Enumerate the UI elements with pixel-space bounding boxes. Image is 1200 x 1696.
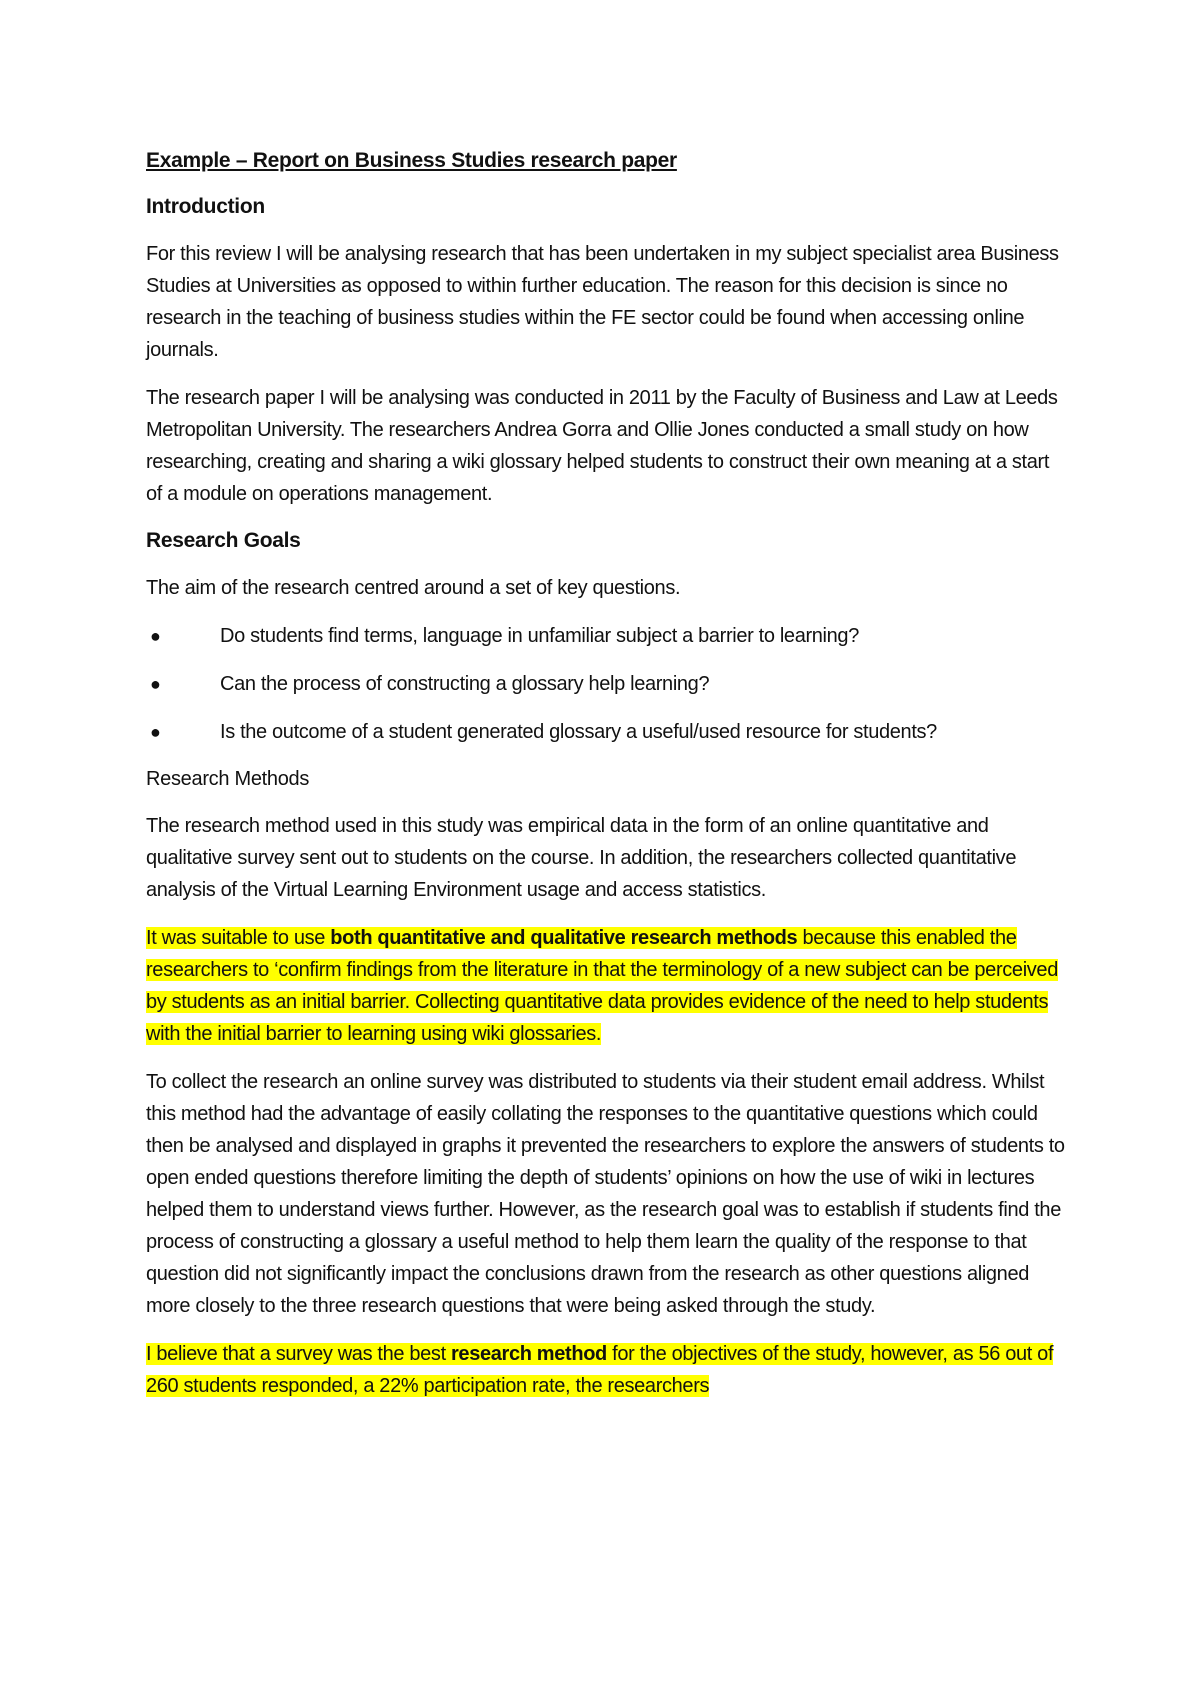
bullet-icon: ● [150,722,161,742]
introduction-heading: Introduction [146,195,265,218]
research-methods-heading: Research Methods [146,768,310,790]
document-body [146,146,1066,1418]
highlight-text: It was suitable to use [146,927,331,949]
research-questions-list [146,620,1066,748]
document-title: Example – Report on Business Studies research paper [146,149,677,172]
question-text: Can the process of constructing a glossary help learning? [220,673,710,695]
highlight-bold-text: research method [451,1343,607,1365]
list-item [146,668,1066,700]
highlighted-paragraph-2 [146,1338,1066,1402]
list-item [146,620,1066,652]
highlight-text: because this enabled the researchers to ‘confirm findings from the literature in that the terminology of a new subject can be perceived by students as an initial barrier. Collecting quantitative data provides evidence of the need to help students with the initial barrier to learning using wiki glossaries. [146,927,1058,1045]
highlight-text: for the objectives of the study, however, as 56 out of 260 students responded, a 22% participation rate, the researchers [146,1343,1054,1397]
list-item [146,716,1066,748]
highlight-bold-text: both quantitative and qualitative research methods [330,927,798,949]
bullet-icon: ● [150,674,161,694]
question-text: Do students find terms, language in unfamiliar subject a barrier to learning? [220,625,859,647]
highlighted-paragraph-1 [146,922,1066,1050]
highlight-text: I believe that a survey was the best [146,1343,451,1365]
bullet-icon: ● [150,626,161,646]
research-methods-paragraph-1: The research method used in this study was empirical data in the form of an online quantitative and qualitative survey sent out to students on the course. In addition, the researchers collected quantitative analysis of the Virtual Learning Environment usage and access statistics. [146,815,1017,901]
research-goals-heading: Research Goals [146,529,301,552]
research-methods-paragraph-2: To collect the research an online survey was distributed to students via their student email address. Whilst this method had the advantage of easily collating the responses to the quantitative questions which could then be analysed and displayed in graphs it prevented the researchers to explore the answers of students to open ended questions therefore limiting the depth of students’ opinions on how the use of wiki in lectures helped them to understand views further. However, as the research goal was to establish if students find the process of constructing a glossary a useful method to help them learn the quality of the response to that question did not significantly impact the conclusions drawn from the research as other questions aligned more closely to the three research questions that were being asked through the study. [146,1071,1065,1317]
introduction-paragraph-1: For this review I will be analysing research that has been undertaken in my subject specialist area Business Studies at Universities as opposed to within further education. The reason for this decision is since no research in the teaching of business studies within the FE sector could be found when accessing online journals. [146,243,1059,361]
research-goals-intro: The aim of the research centred around a set of key questions. [146,577,681,599]
question-text: Is the outcome of a student generated glossary a useful/used resource for students? [220,721,937,743]
introduction-paragraph-2: The research paper I will be analysing was conducted in 2011 by the Faculty of Business and Law at Leeds Metropolitan University. The researchers Andrea Gorra and Ollie Jones conducted a small study on how researching, creating and sharing a wiki glossary helped students to construct their own meaning at a start of a module on operations management. [146,387,1058,505]
